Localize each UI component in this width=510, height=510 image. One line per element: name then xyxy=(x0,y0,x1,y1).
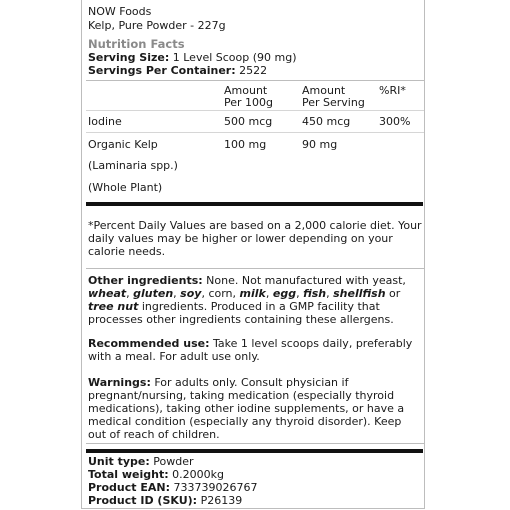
col-header-ri: %RI* xyxy=(379,84,406,97)
sku-label: Product ID (SKU): xyxy=(88,494,198,507)
weight-value: 0.2000kg xyxy=(172,468,224,481)
daily-value-footnote: *Percent Daily Values are based on a 2,000 calorie diet. Your daily values may be higher or lower depending on your calorie needs. xyxy=(88,219,422,258)
table-row-ri: 300% xyxy=(379,115,411,128)
table-extra-line: (Laminaria spp.) xyxy=(88,159,178,172)
separator: , xyxy=(296,287,304,300)
nutrition-facts-title: Nutrition Facts xyxy=(88,37,185,51)
total-weight xyxy=(88,468,224,481)
allergen: egg xyxy=(272,287,297,300)
ingredients-text: ingredients. Produced in a GMP facility that processes other ingredients containing these allergens. xyxy=(88,300,394,326)
servings-label: Servings Per Container: xyxy=(88,64,236,77)
table-row-per100: 500 mcg xyxy=(224,115,273,128)
table-row-serving: 90 mg xyxy=(302,138,338,151)
allergen: soy xyxy=(180,287,202,300)
ean-value: 733739026767 xyxy=(173,481,258,494)
ingredients-text: None. Not manufactured with yeast, xyxy=(202,274,406,287)
warnings-label: Warnings: xyxy=(88,376,151,389)
brand-name: NOW Foods xyxy=(88,5,152,18)
product-sku xyxy=(88,494,242,507)
warnings xyxy=(88,376,422,441)
sku-value: P26139 xyxy=(200,494,243,507)
unit-type xyxy=(88,455,194,468)
divider xyxy=(86,268,424,269)
allergen: wheat xyxy=(88,287,127,300)
recommended-label: Recommended use: xyxy=(88,337,210,350)
recommended-use xyxy=(88,337,422,363)
table-divider xyxy=(86,132,424,133)
thick-divider xyxy=(86,449,423,453)
allergen: milk xyxy=(239,287,266,300)
col-header-serving-line2: Per Serving xyxy=(302,96,365,109)
col-header-serving-line1: Amount xyxy=(302,84,346,97)
separator: , corn, xyxy=(201,287,240,300)
weight-label: Total weight: xyxy=(88,468,169,481)
product-name: Kelp, Pure Powder - 227g xyxy=(88,19,226,32)
allergen: fish xyxy=(303,287,327,300)
recommended-text: Take 1 level scoops daily, preferably with a meal. For adult use only. xyxy=(88,337,413,363)
ingredients-label: Other ingredients: xyxy=(88,274,203,287)
separator: , xyxy=(173,287,181,300)
serving-size-label: Serving Size: xyxy=(88,51,170,64)
table-row-per100: 100 mg xyxy=(224,138,267,151)
divider xyxy=(86,443,424,444)
serving-size xyxy=(88,51,297,64)
divider xyxy=(86,80,424,81)
servings-value: 2522 xyxy=(239,64,268,77)
servings-per-container xyxy=(88,64,267,77)
unit-type-value: Powder xyxy=(153,455,194,468)
separator: , xyxy=(265,287,273,300)
other-ingredients xyxy=(88,274,422,326)
col-header-per100-line2: Per 100g xyxy=(224,96,274,109)
thick-divider xyxy=(86,202,423,206)
allergen: shellfish xyxy=(333,287,386,300)
table-row-name: Iodine xyxy=(88,115,122,128)
separator: or xyxy=(385,287,401,300)
table-row-serving: 450 mcg xyxy=(302,115,351,128)
product-ean xyxy=(88,481,257,494)
allergen: tree nut xyxy=(88,300,139,313)
separator: , xyxy=(326,287,334,300)
serving-size-value: 1 Level Scoop (90 mg) xyxy=(172,51,297,64)
allergen: gluten xyxy=(133,287,174,300)
table-row-name: Organic Kelp xyxy=(88,138,158,151)
warnings-text: For adults only. Consult physician if pregnant/nursing, taking medication (especially thyroid medications), taking other iodine supplements, or have a medical condition (especially any thyroid disorder). Keep out of reach of children. xyxy=(88,376,405,441)
ean-label: Product EAN: xyxy=(88,481,170,494)
table-extra-line: (Whole Plant) xyxy=(88,181,163,194)
col-header-per100-line1: Amount xyxy=(224,84,268,97)
separator: , xyxy=(126,287,134,300)
unit-type-label: Unit type: xyxy=(88,455,150,468)
table-divider xyxy=(86,110,424,111)
